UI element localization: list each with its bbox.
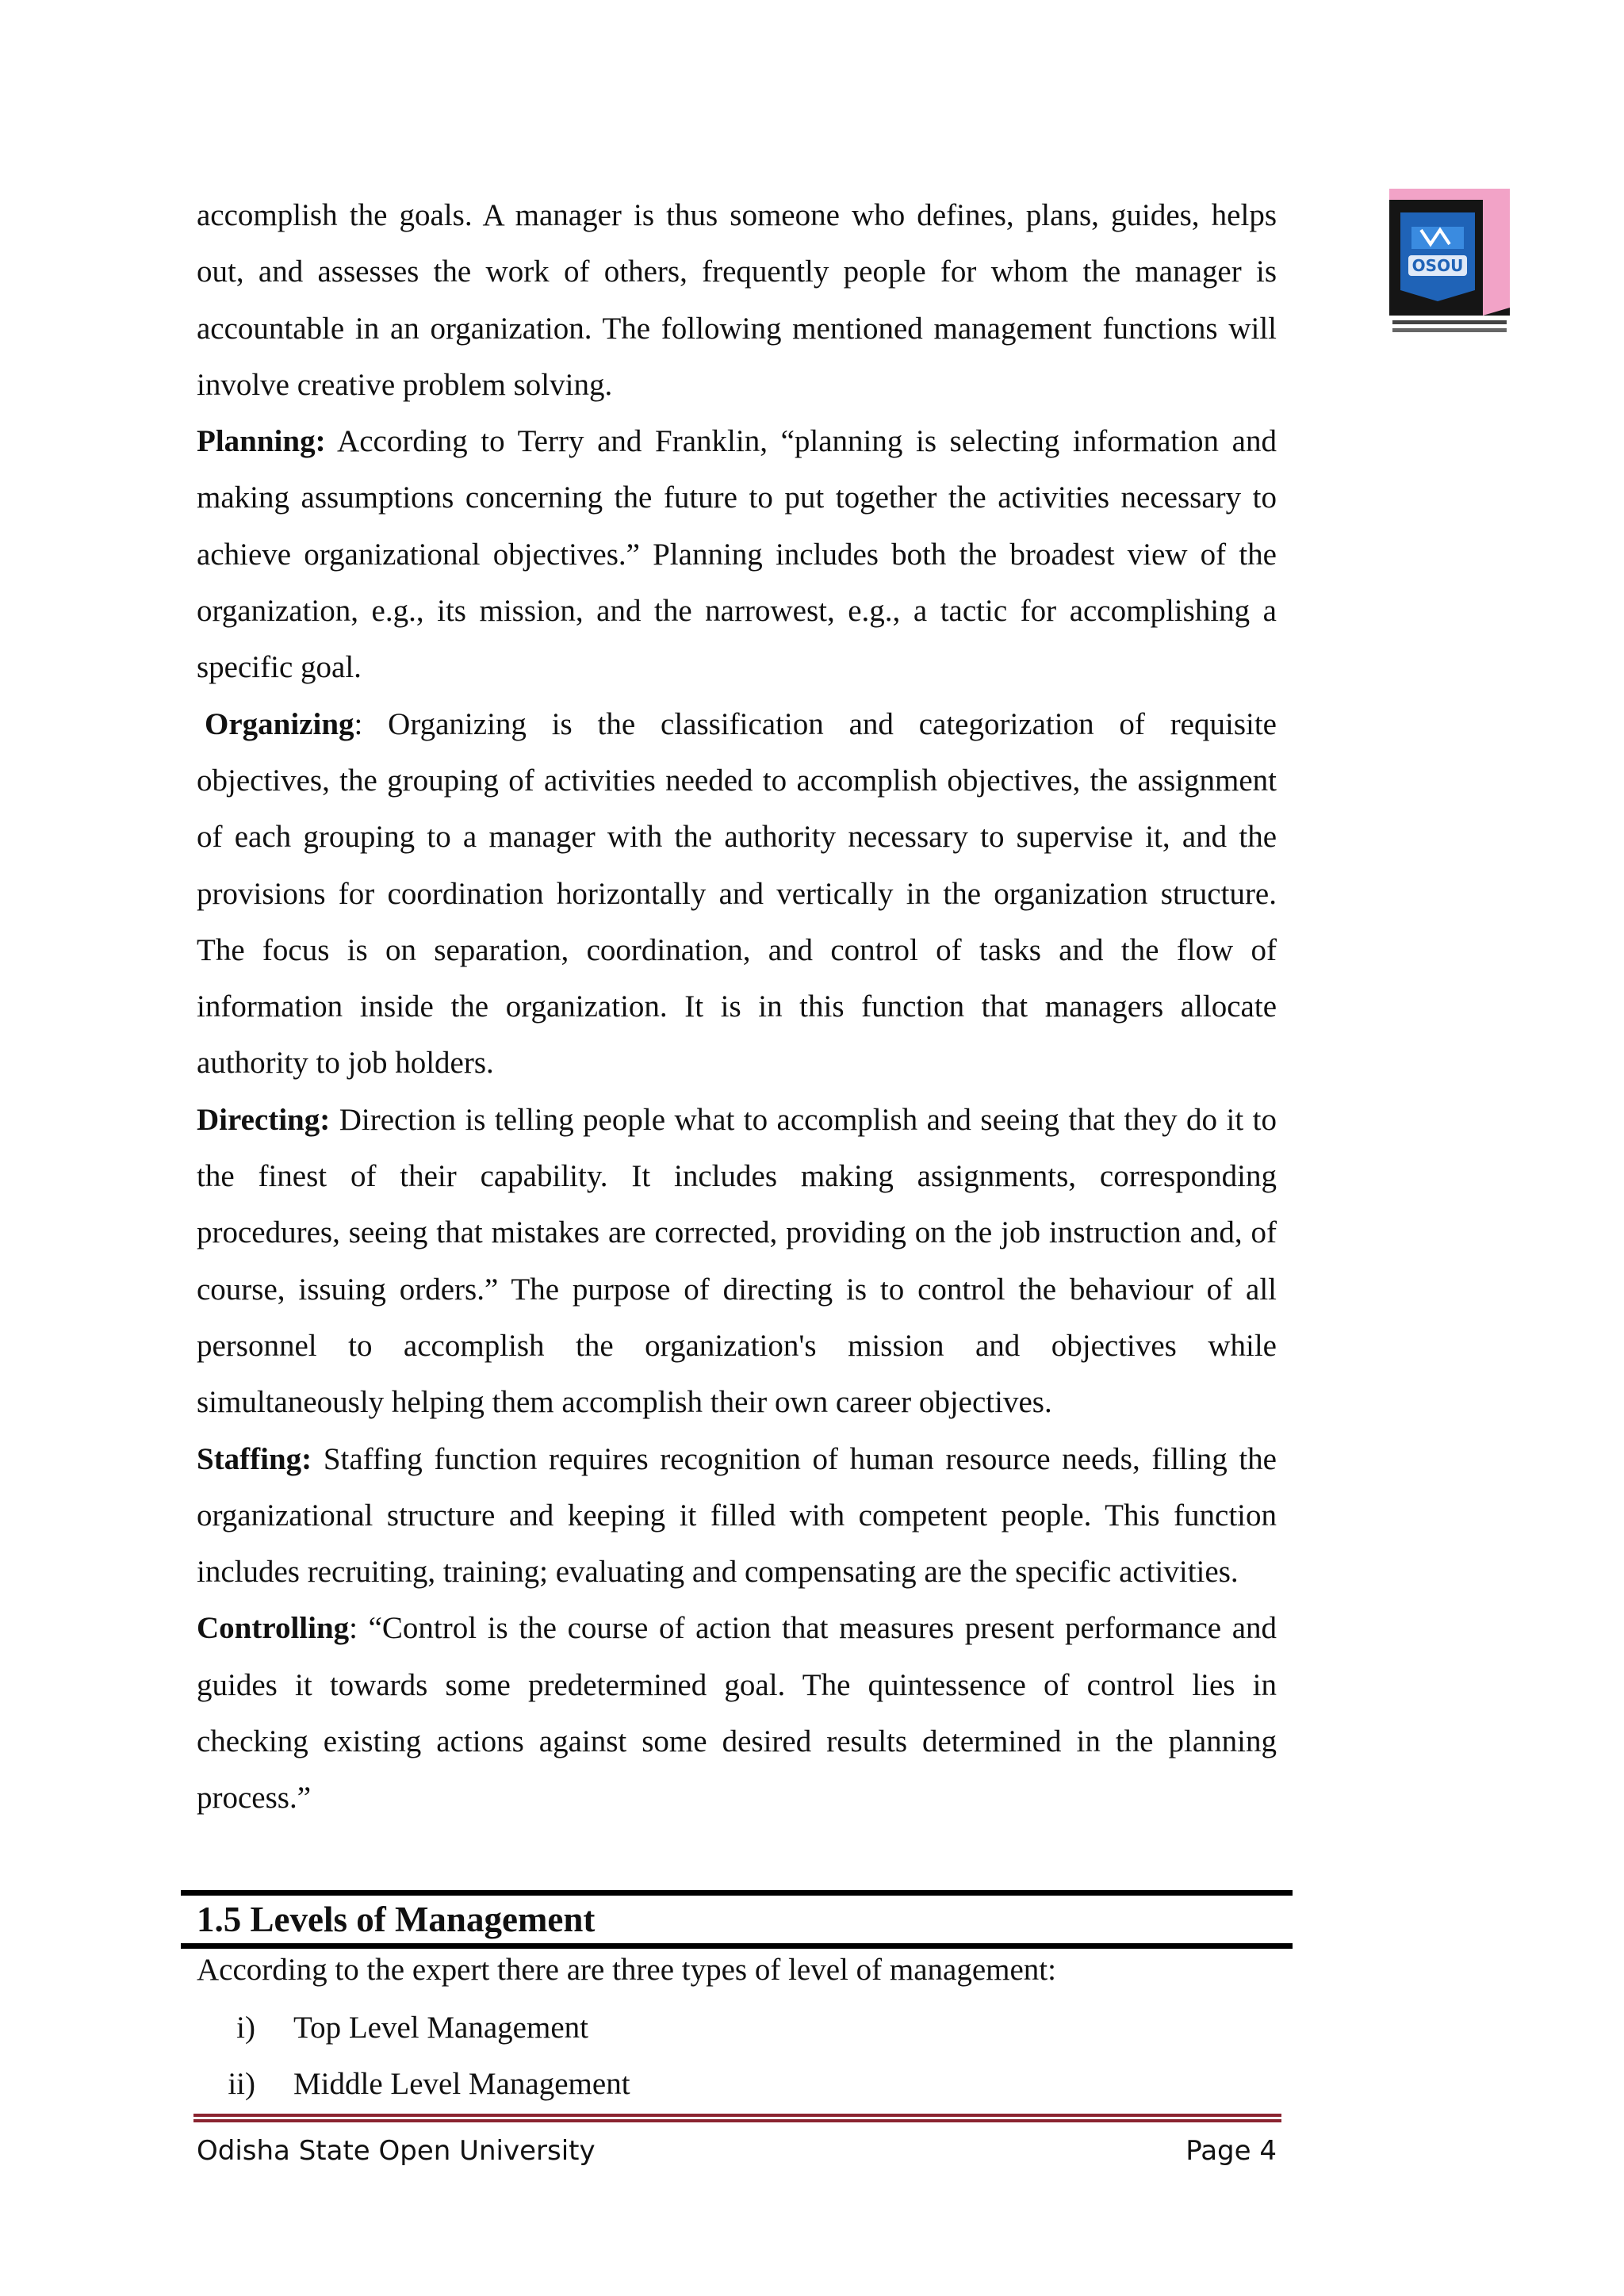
list-item-number: ii): [228, 2067, 255, 2101]
osou-emblem: [1389, 189, 1510, 338]
section-intro: According to the expert there are three types of level of management:: [197, 1953, 1056, 1987]
intro-paragraph: accomplish the goals. A manager is thus someone who defines, plans, guides, helps out, and assesses the work of others, frequently people for whom the manager is accountable in an organization. The following mentioned management functions will involve creative problem solving.: [197, 198, 1277, 402]
directing-paragraph: Directing: Direction is telling people what to accomplish and seeing that they do it to the finest of their capability. It includes making assignments, corresponding procedures, seeing that mistakes are corrected, providing on the job instruction and, of course, issuing orders.” The purpose of directing is to control the behaviour of all personnel to accomplish the organization's mission and objectives while simultaneously helping them accomplish their own career objectives.: [197, 1102, 1277, 1420]
section-heading-box: [181, 1890, 1293, 1949]
directing-title: Directing:: [197, 1102, 331, 1137]
organizing-title: Organizing: [205, 706, 354, 741]
levels-list: [197, 1999, 1277, 2112]
controlling-paragraph: Controlling: “Control is the course of action that measures present performance and guides it towards some predetermined goal. The quintessence of control lies in checking existing actions against some desired results determined in the planning process.”: [197, 1611, 1277, 1816]
footer-university: Odisha State Open University: [197, 2135, 596, 2167]
list-item-text: Middle Level Management: [293, 2067, 630, 2101]
planning-title: Planning:: [197, 424, 326, 459]
staffing-title: Staffing:: [197, 1441, 312, 1476]
list-item-number: i): [236, 2011, 255, 2045]
footer-divider: [193, 2114, 1281, 2122]
controlling-title: Controlling: [197, 1611, 350, 1646]
list-item-text: Top Level Management: [293, 2011, 588, 2045]
page-body: [197, 187, 1277, 1827]
list-item: [197, 1999, 1277, 2056]
university-logo: [1389, 189, 1510, 338]
organizing-paragraph: Organizing: Organizing is the classification and categorization of requisite objectives, the grouping of activities needed to accomplish objectives, the assignment of each grouping to a manager with the authority necessary to supervise it, and the provisions for coordination horizontally and vertically in the organization structure. The focus is on separation, coordination, and control of tasks and the flow of information inside the organization. It is in this function that managers allocate authority to job holders.: [197, 706, 1277, 1081]
staffing-paragraph: Staffing: Staffing function requires recognition of human resource needs, filling the organizational structure and keeping it filled with competent people. This function includes recruiting, training; evaluating and compensating are the specific activities.: [197, 1441, 1277, 1590]
page-number: Page 4: [1185, 2135, 1277, 2167]
section-heading: 1.5 Levels of Management: [197, 1900, 596, 1939]
list-item: [197, 2056, 1277, 2112]
svg-text:OSOU: OSOU: [1411, 256, 1464, 275]
planning-paragraph: Planning: According to Terry and Franklin, “planning is selecting information and making assumptions concerning the future to put together the activities necessary to achieve organizational objectives.” Planning includes both the broadest view of the organization, e.g., its mission, and the narrowest, e.g., a tactic for accomplishing a specific goal.: [197, 424, 1277, 685]
